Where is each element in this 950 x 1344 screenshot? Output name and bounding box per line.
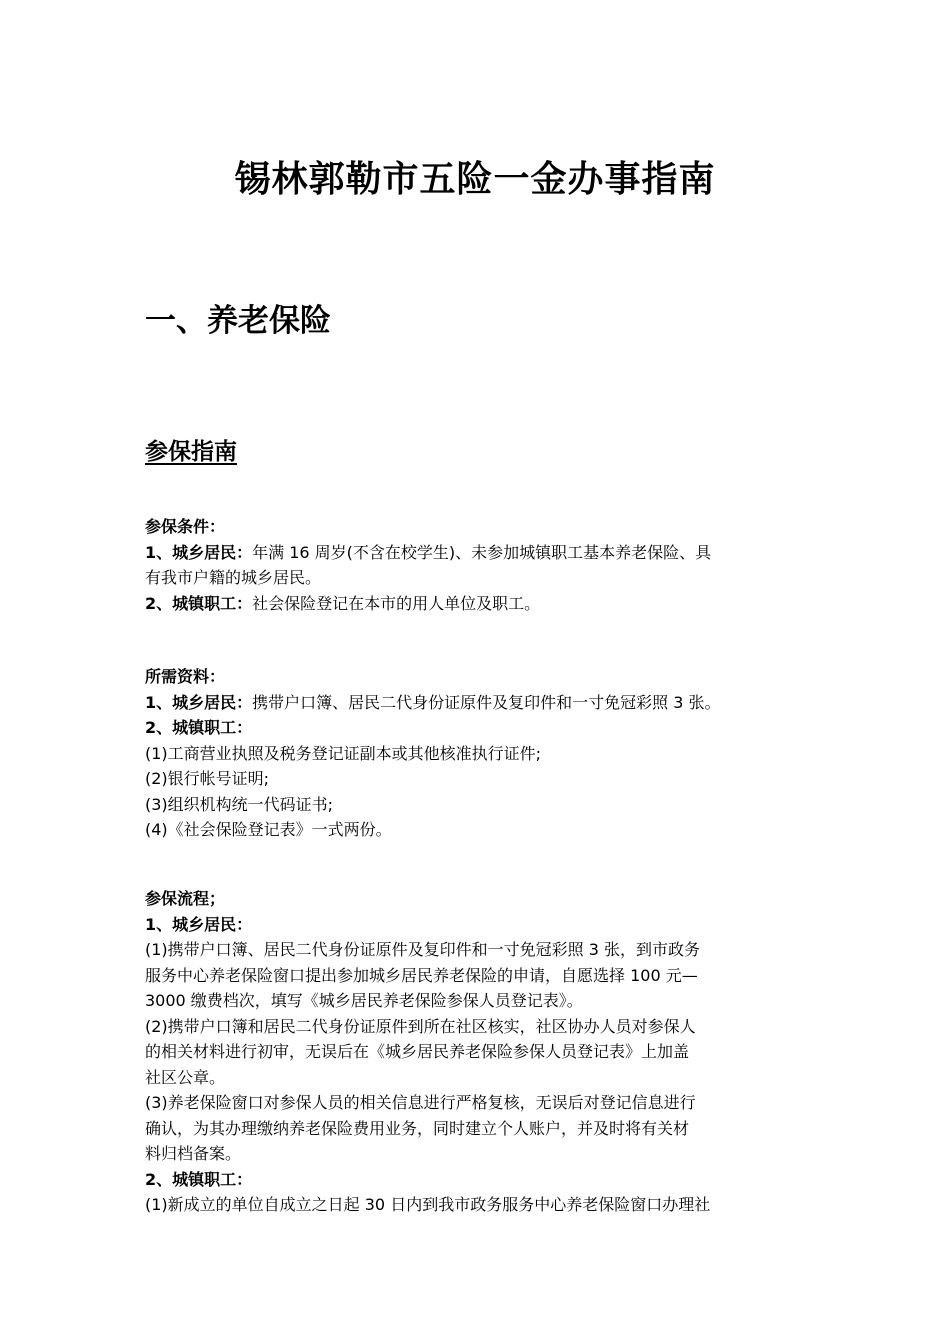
conditions-item-2-label: 2、城镇职工： — [145, 593, 253, 613]
materials-item-2-line: (2)银行帐号证明; — [145, 769, 270, 788]
process-heading: 参保流程； — [145, 889, 226, 908]
conditions-item-1 — [145, 540, 825, 566]
process-item-2-label: 2、城镇职工： — [145, 1169, 253, 1189]
process-item-1-line: (2)携带户口簿和居民二代身份证原件到所在社区核实，社区协办人员对参保人 — [145, 1016, 696, 1036]
process-item-1-line: 3000 缴费档次，填写《城乡居民养老保险参保人员登记表》。 — [145, 991, 583, 1010]
subsection-title: 参保指南 — [145, 439, 237, 465]
conditions-item-2-text: 社会保险登记在本市的用人单位及职工。 — [252, 593, 541, 613]
conditions-heading: 参保条件： — [145, 517, 226, 536]
materials-item-1-label: 1、城乡居民： — [145, 692, 253, 712]
materials-item-2-line: (3)组织机构统一代码证书; — [145, 794, 334, 814]
process-item-1-line: 确认，为其办理缴纳养老保险费用业务，同时建立个人账户，并及时将有关材 — [145, 1118, 690, 1138]
process-item-1-line: 料归档备案。 — [145, 1144, 242, 1163]
materials-item-2-line: (1)工商营业执照及税务登记证副本或其他核准执行证件; — [145, 743, 542, 763]
materials-item-2-line: (4)《社会保险登记表》一式两份。 — [145, 820, 392, 839]
process-item-1-line: 社区公章。 — [145, 1067, 226, 1087]
materials-item-1 — [145, 690, 825, 716]
process-item-2-line: (1)新成立的单位自成立之日起 30 日内到我市政务服务中心养老保险窗口办理社 — [145, 1195, 711, 1214]
materials-item-1-text: 携带户口簿、居民二代身份证原件及复印件和一寸免冠彩照 3 张。 — [252, 692, 721, 712]
conditions-item-1-label: 1、城乡居民： — [145, 542, 253, 562]
process-item-1-label: 1、城乡居民： — [145, 914, 253, 934]
materials-item-2-label: 2、城镇职工： — [145, 718, 253, 737]
process-block — [145, 886, 825, 1218]
process-item-1-line: (3)养老保险窗口对参保人员的相关信息进行严格复核，无误后对登记信息进行 — [145, 1093, 696, 1112]
process-item-1-line: 服务中心养老保险窗口提出参加城乡居民养老保险的申请，自愿选择 100 元— — [145, 965, 698, 985]
materials-heading: 所需资料： — [145, 667, 226, 686]
conditions-block — [145, 514, 825, 616]
process-item-1-line: 的相关材料进行初审，无误后在《城乡居民养老保险参保人员登记表》上加盖 — [145, 1042, 690, 1061]
document-title: 锡林郭勒市五险一金办事指南 — [234, 159, 716, 200]
conditions-item-2 — [145, 591, 825, 617]
section-title: 一、养老保险 — [145, 303, 331, 339]
materials-block — [145, 664, 825, 843]
conditions-item-1-text: 年满 16 周岁(不含在校学生)、未参加城镇职工基本养老保险、具 — [252, 542, 712, 562]
conditions-item-1-continued: 有我市户籍的城乡居民。 — [145, 568, 322, 587]
process-item-1-line: (1)携带户口簿、居民二代身份证原件及复印件和一寸免冠彩照 3 张，到市政务 — [145, 940, 701, 959]
